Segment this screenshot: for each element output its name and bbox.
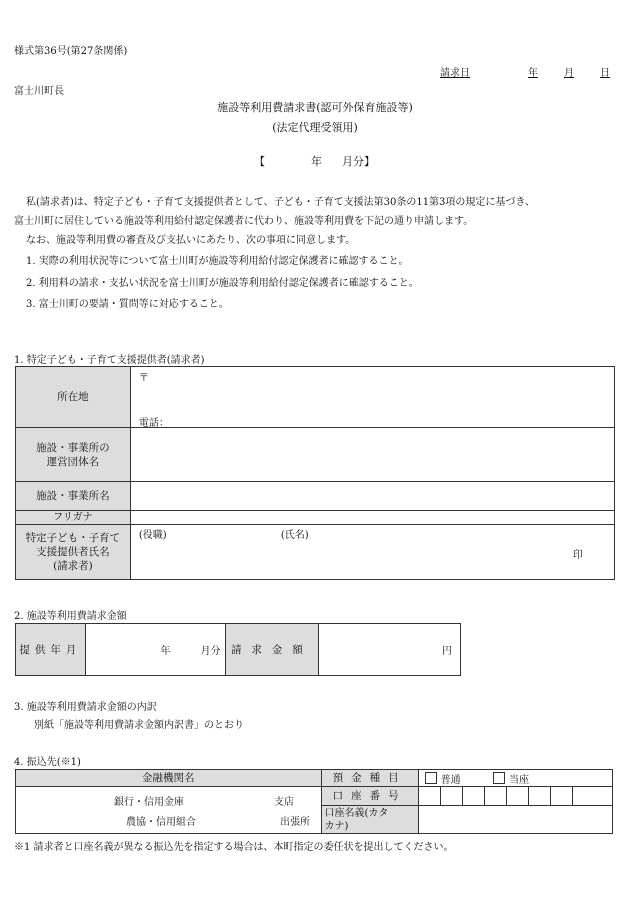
consent-item-3: 3. 富士川町の要請・質問等に対応すること。 bbox=[26, 299, 229, 310]
furigana-label: フリガナ bbox=[16, 511, 131, 525]
ordinary-checkbox[interactable] bbox=[425, 772, 437, 784]
bank-type-line-2: 農協・信用組合 bbox=[126, 817, 196, 828]
footnote: ※1 請求者と口座名義が異なる振込先を指定する場合は、本町指定の委任状を提出してください。 bbox=[14, 842, 454, 853]
consent-item-1: 1. 実際の利用状況等について富士川町が施設等利用給付認定保護者に確認すること。 bbox=[26, 256, 409, 267]
period-open-bracket: 【 bbox=[254, 155, 265, 168]
service-month-field[interactable] bbox=[85, 624, 225, 676]
account-name-label bbox=[321, 806, 418, 834]
service-month-label: 提供年月 bbox=[16, 624, 86, 676]
section3-heading: 3. 施設等利用費請求金額の内訳 bbox=[14, 702, 157, 713]
furigana-field[interactable] bbox=[130, 511, 614, 525]
body-paragraph-line-1: 私(請求者)は、特定子ども・子育て支援提供者として、子ども・子育て支援法第30条の11第3項の規定に基づき、 bbox=[26, 197, 536, 208]
account-digit-1[interactable] bbox=[418, 787, 440, 806]
operator-label bbox=[16, 428, 131, 482]
addressee: 富士川町長 bbox=[14, 86, 64, 97]
current-checkbox[interactable] bbox=[493, 772, 505, 784]
bank-name-header: 金融機関名 bbox=[16, 770, 322, 787]
address-field[interactable] bbox=[130, 367, 614, 428]
address-label: 所在地 bbox=[16, 367, 131, 428]
current-option[interactable] bbox=[493, 775, 529, 786]
bank-name-field[interactable] bbox=[16, 787, 322, 834]
date-day: 日 bbox=[600, 68, 610, 79]
provider-name-label bbox=[16, 525, 131, 580]
branch-label: 支店 bbox=[274, 797, 294, 808]
seal-mark: 印 bbox=[572, 550, 583, 561]
body-paragraph-line-2: 富士川町に居住している施設等利用給付認定保護者に代わり、施設等利用費を下記の通り申請します。 bbox=[14, 216, 474, 227]
current-label: 当座 bbox=[509, 774, 530, 786]
section2-heading: 2. 施設等利用費請求金額 bbox=[14, 611, 127, 622]
postal-mark: 〒 bbox=[138, 373, 149, 384]
form-number: 様式第36号(第27条関係) bbox=[14, 46, 128, 57]
account-digit-spare[interactable] bbox=[572, 787, 612, 806]
account-name-label-line-2: カナ) bbox=[324, 820, 349, 832]
account-digit-5[interactable] bbox=[506, 787, 528, 806]
account-digit-6[interactable] bbox=[528, 787, 550, 806]
facility-label: 施設・事業所名 bbox=[16, 482, 131, 511]
service-year: 年 bbox=[160, 646, 171, 657]
provider-table bbox=[15, 366, 615, 580]
ordinary-option[interactable] bbox=[425, 775, 461, 786]
office-label: 出張所 bbox=[280, 817, 310, 828]
amount-table bbox=[15, 623, 461, 676]
date-month: 月 bbox=[564, 68, 574, 79]
document-title: 施設等利用費請求書(認可外保育施設等) bbox=[217, 101, 413, 114]
operator-label-line-2: 運営団体名 bbox=[46, 455, 100, 468]
position-label: (役職) bbox=[138, 530, 167, 541]
date-year: 年 bbox=[528, 68, 538, 79]
amount-label: 請求金額 bbox=[225, 624, 319, 676]
billing-period bbox=[254, 153, 375, 169]
provider-label-line-1: 特定子ども・子育て bbox=[25, 532, 121, 544]
bank-table bbox=[15, 769, 613, 834]
name-label: (氏名) bbox=[280, 530, 309, 541]
section4-heading: 4. 振込先(※1) bbox=[14, 757, 81, 768]
provider-label-line-2: 支援提供者氏名 bbox=[36, 546, 110, 558]
account-digit-7[interactable] bbox=[550, 787, 572, 806]
operator-field[interactable] bbox=[130, 428, 614, 482]
request-date-label: 請求日 bbox=[440, 68, 470, 79]
account-digit-3[interactable] bbox=[462, 787, 484, 806]
phone-label: 電話： bbox=[138, 418, 169, 429]
facility-field[interactable] bbox=[130, 482, 614, 511]
yen-unit: 円 bbox=[442, 646, 452, 657]
provider-name-field[interactable] bbox=[130, 525, 614, 580]
service-month: 月分 bbox=[200, 646, 221, 657]
section1-heading: 1. 特定子ども・子育て支援提供者(請求者) bbox=[14, 355, 205, 366]
document-subtitle: (法定代理受領用) bbox=[272, 121, 358, 134]
deposit-type-options bbox=[418, 770, 612, 787]
period-month: 月分】 bbox=[342, 155, 375, 168]
section3-text: 別紙「施設等利用費請求金額内訳書」のとおり bbox=[34, 720, 244, 731]
operator-label-line-1: 施設・事業所の bbox=[36, 441, 110, 454]
account-name-field[interactable] bbox=[418, 806, 612, 834]
consent-item-2: 2. 利用料の請求・支払い状況を富士川町が施設等利用給付認定保護者に確認すること。 bbox=[26, 278, 419, 289]
account-digit-2[interactable] bbox=[440, 787, 462, 806]
bank-type-line-1: 銀行・信用金庫 bbox=[114, 797, 184, 808]
provider-label-line-3: (請求者) bbox=[53, 560, 93, 572]
period-year: 年 bbox=[311, 155, 322, 168]
ordinary-label: 普通 bbox=[440, 774, 461, 786]
consent-paragraph: なお、施設等利用費の審査及び支払いにあたり、次の事項に同意します。 bbox=[26, 235, 356, 246]
deposit-type-label: 預金種目 bbox=[321, 770, 418, 787]
account-name-label-line-1: 口座名義(カタ bbox=[324, 807, 389, 819]
request-date bbox=[440, 64, 610, 79]
amount-field[interactable] bbox=[319, 624, 461, 676]
account-digit-4[interactable] bbox=[484, 787, 506, 806]
account-number-label: 口座番号 bbox=[321, 787, 418, 806]
